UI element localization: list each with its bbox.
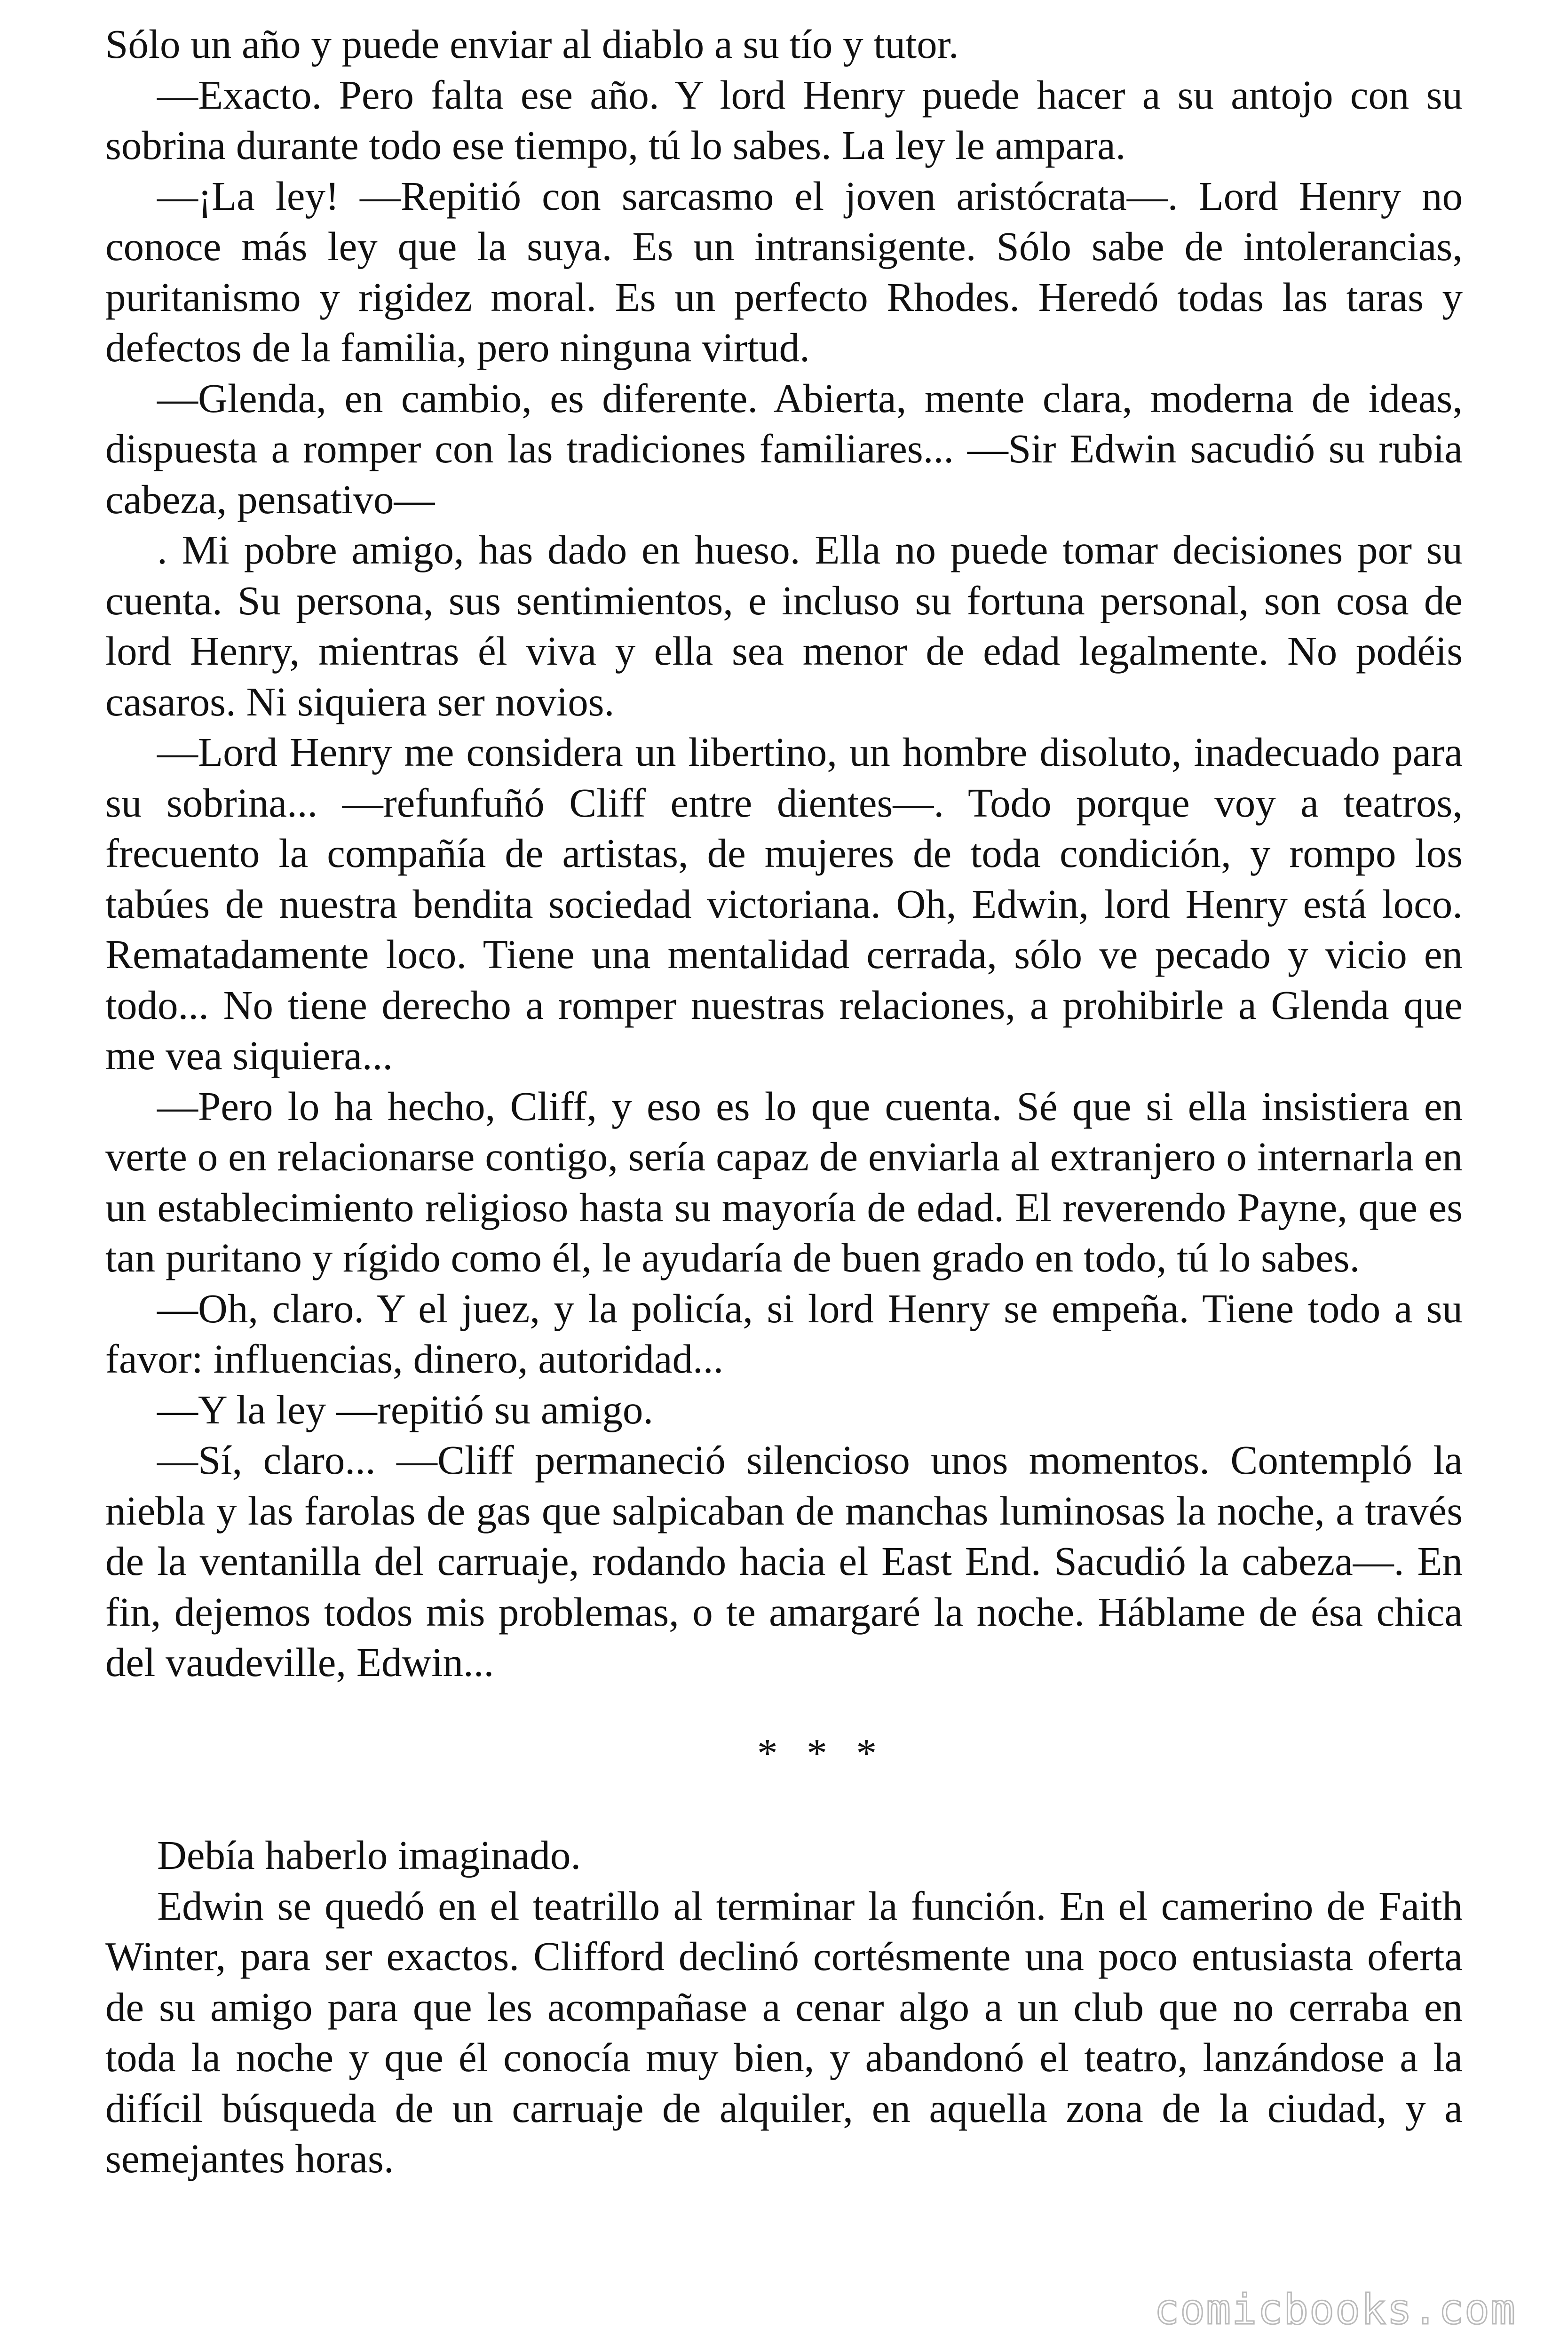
section-break: * * * bbox=[757, 1730, 886, 1776]
paragraph: Edwin se quedó en el teatrillo al terminar la función. En el camerino de Faith Winter, para ser exactos. Clifford declinó cortésmente una poco entusiasta oferta de su amigo para que les acompañase a cenar algo a un club que no cerraba en toda la noche y que él conocía muy bien, y abandonó el teatro, lanzándose a la difícil búsqueda de un carruaje de alquiler, en aquella zona de la ciudad, y a semejantes horas. bbox=[105, 1883, 1463, 2181]
paragraphs-bottom bbox=[105, 1830, 1463, 2184]
paragraph: Debía haberlo imaginado. bbox=[157, 1832, 581, 1878]
paragraphs-top bbox=[105, 19, 1463, 1688]
paragraph: Sólo un año y puede enviar al diablo a su tío y tutor. bbox=[105, 21, 959, 67]
paragraph: —¡La ley! —Repitió con sarcasmo el joven aristócrata—. Lord Henry no conoce más ley que la suya. Es un intransigente. Sólo sabe de intolerancias, puritanismo y rigidez moral. Es un perfecto Rhodes. Heredó todas las taras y defectos de la familia, pero ninguna virtud. bbox=[105, 173, 1463, 370]
paragraph: —Exacto. Pero falta ese año. Y lord Henry puede hacer a su antojo con su sobrina durante todo ese tiempo, tú lo sabes. La ley le ampara. bbox=[105, 72, 1463, 168]
paragraph: —Lord Henry me considera un libertino, un hombre disoluto, inadecuado para su sobrina... —refunfuñó Cliff entre dientes—. Todo porque voy a teatros, frecuento la compañía de artistas, de mujeres de toda condición, y rompo los tabúes de nuestra bendita sociedad victoriana. Oh, Edwin, lord Henry está loco. Rematadamente loco. Tiene una mentalidad cerrada, sólo ve pecado y vicio en todo... No tiene derecho a romper nuestras relaciones, a prohibirle a Glenda que me vea siquiera... bbox=[105, 729, 1463, 1078]
paragraph: —Pero lo ha hecho, Cliff, y eso es lo que cuenta. Sé que si ella insistiera en verte o en relacionarse contigo, sería capaz de enviarla al extranjero o internarla en un establecimiento religioso hasta su mayoría de edad. El reverendo Payne, que es tan puritano y rígido como él, le ayudaría de buen grado en todo, tú lo sabes. bbox=[105, 1083, 1463, 1280]
paragraph: —Glenda, en cambio, es diferente. Abierta, mente clara, moderna de ideas, dispuesta a romper con las tradiciones familiares... —Sir Edwin sacudió su rubia cabeza, pensativo— bbox=[105, 375, 1463, 522]
paragraph: —Sí, claro... —Cliff permaneció silencioso unos momentos. Contempló la niebla y las farolas de gas que salpicaban de manchas luminosas la noche, a través de la ventanilla del carruaje, rodando hacia el East End. Sacudió la cabeza—. En fin, dejemos todos mis problemas, o te amargaré la noche. Háblame de ésa chica del vaudeville, Edwin... bbox=[105, 1437, 1463, 1685]
paragraph: —Oh, claro. Y el juez, y la policía, si lord Henry se empeña. Tiene todo a su favor: influencias, dinero, autoridad... bbox=[105, 1285, 1463, 1382]
document-page bbox=[105, 19, 1463, 2184]
paragraph: . Mi pobre amigo, has dado en hueso. Ella no puede tomar decisiones por su cuenta. Su persona, sus sentimientos, e incluso su fortuna personal, son cosa de lord Henry, mientras él viva y ella sea menor de edad legalmente. No podéis casaros. Ni siquiera ser novios. bbox=[105, 527, 1463, 724]
paragraph: —Y la ley —repitió su amigo. bbox=[157, 1386, 654, 1432]
watermark: comicbooks.com bbox=[1154, 2285, 1516, 2334]
